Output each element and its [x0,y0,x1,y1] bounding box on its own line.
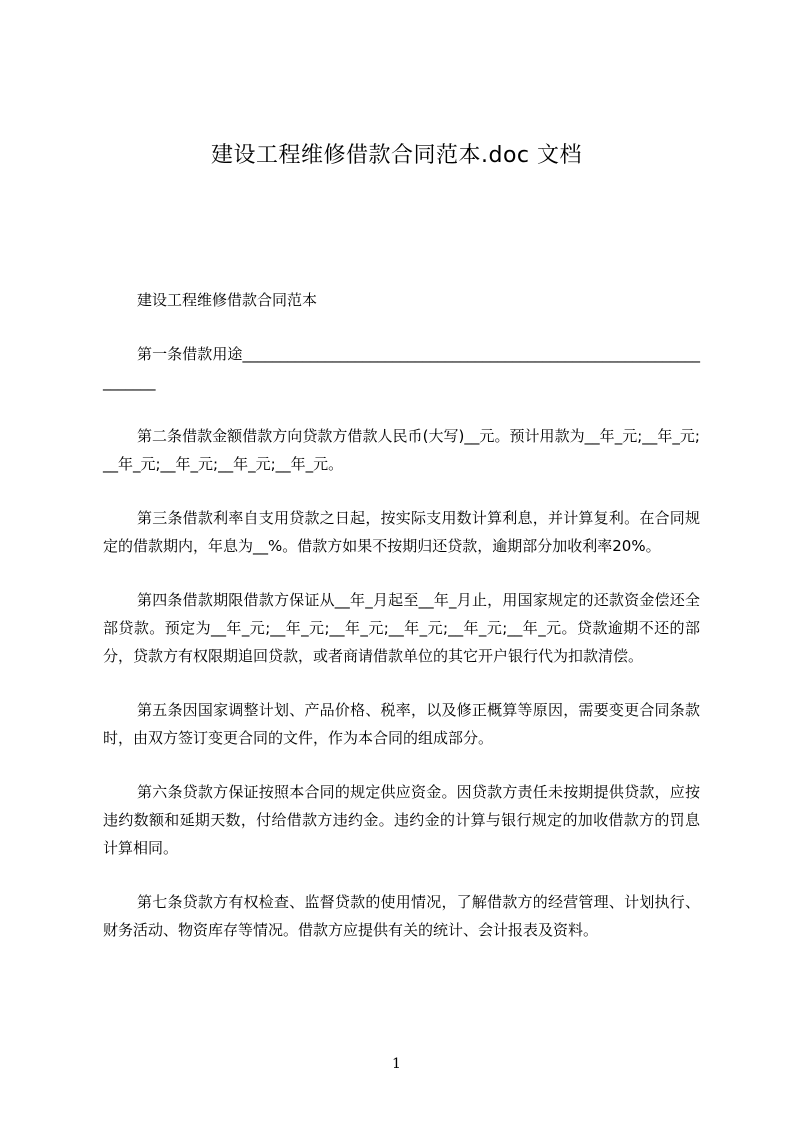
article-2-amount: 第二条借款金额借款方向贷款方借款人民币(大写)__元。预计用款为__年_元;__年_元;__年_元;__年_元;__年_元;__年_元。 [103,427,700,473]
article-1-purpose: 第一条借款用途____________________________________________________________________ [103,345,700,391]
contract-heading: 建设工程维修借款合同范本 [137,291,318,309]
article-4-term: 第四条借款期限借款方保证从__年_月起至__年_月止，用国家规定的还款资金偿还全部贷款。预定为__年_元;__年_元;__年_元;__年_元;__年_元;__年_元。贷款逾期不还的部分，贷款方有权限期追回贷款，或者商请借款单位的其它开户银行代为扣款清偿。 [103,591,700,665]
page-number: 1 [392,1056,401,1072]
article-6-supply: 第六条贷款方保证按照本合同的规定供应资金。因贷款方责任未按期提供贷款，应按违约数额和延期天数，付给借款方违约金。违约金的计算与银行规定的加收借款方的罚息计算相同。 [103,783,700,857]
article-3-interest: 第三条借款利率自支用贷款之日起，按实际支用数计算利息，并计算复利。在合同规定的借款期内，年息为__%。借款方如果不按期归还贷款，逾期部分加收利率20%。 [103,509,700,555]
document-body [103,286,700,944]
article-5-changes: 第五条因国家调整计划、产品价格、税率，以及修正概算等原因，需要变更合同条款时，由双方签订变更合同的文件，作为本合同的组成部分。 [103,701,700,747]
document-title: 建设工程维修借款合同范本.doc 文档 [210,143,582,168]
article-7-inspection: 第七条贷款方有权检查、监督贷款的使用情况，了解借款方的经营管理、计划执行、财务活动、物资库存等情况。借款方应提供有关的统计、会计报表及资料。 [103,893,700,939]
